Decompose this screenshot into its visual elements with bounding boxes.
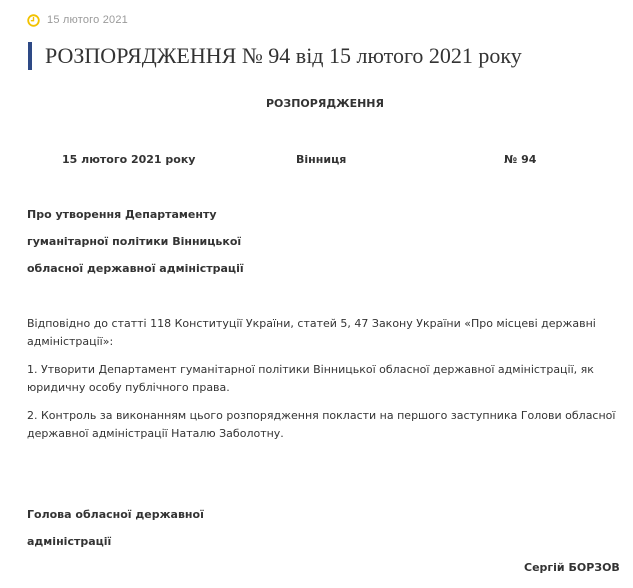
order-item: 2. Контроль за виконанням цього розпорядження покласти на першого заступника Голови обласної державної адміністрації Наталю Заболотну. xyxy=(27,409,616,440)
document-city: Вінниця xyxy=(296,153,347,166)
document-date: 15 лютого 2021 року xyxy=(62,153,196,166)
page-title-block xyxy=(28,42,522,70)
title-accent-bar xyxy=(28,42,32,70)
document-heading: РОЗПОРЯДЖЕННЯ xyxy=(266,97,384,110)
publication-date xyxy=(27,12,128,28)
signature-name: Сергій БОРЗОВ xyxy=(524,561,620,574)
clock-icon xyxy=(27,14,40,27)
document-number: № 94 xyxy=(504,153,537,166)
signature-title-line: Голова обласної державної xyxy=(27,508,204,521)
preamble-paragraph: Відповідно до статті 118 Конституції України, статей 5, 47 Закону України «Про місцеві державні адміністрації»: xyxy=(27,317,596,348)
subject-line: гуманітарної політики Вінницької xyxy=(27,235,242,248)
signature-title-line: адміністрації xyxy=(27,535,112,548)
page-title: РОЗПОРЯДЖЕННЯ № 94 від 15 лютого 2021 року xyxy=(45,43,522,68)
date-text: 15 лютого 2021 xyxy=(47,14,128,26)
subject-line: Про утворення Департаменту xyxy=(27,208,217,221)
order-item: 1. Утворити Департамент гуманітарної політики Вінницької обласної державної адміністрації, як юридичну особу публічного права. xyxy=(27,363,594,394)
subject-line: обласної державної адміністрації xyxy=(27,262,244,275)
